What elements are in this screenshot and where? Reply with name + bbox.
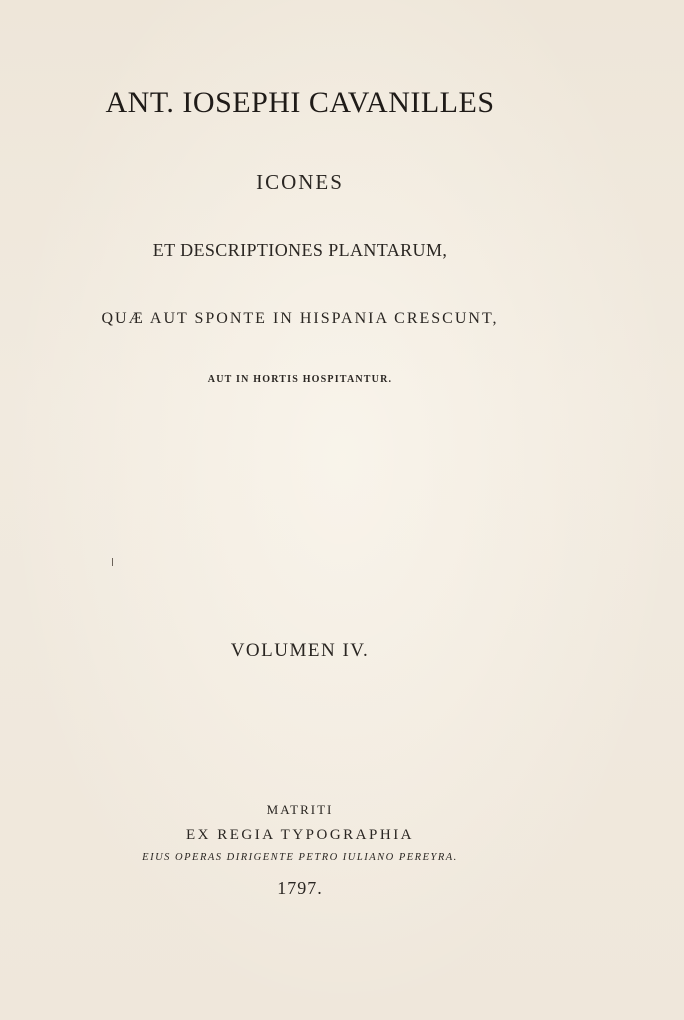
imprint-year: 1797.	[277, 878, 323, 898]
book-subtitle: ET DESCRIPTIONES PLANTARUM,	[152, 240, 448, 260]
imprint-press: EX REGIA TYPOGRAPHIA	[185, 827, 415, 843]
volume-number: VOLUMEN IV.	[230, 640, 370, 661]
paper-mark	[112, 558, 113, 566]
imprint-printer: EIUS OPERAS DIRIGENTE PETRO IULIANO PEREYRA.	[142, 852, 458, 863]
book-title: ICONES	[256, 170, 344, 194]
imprint-city: MATRITI	[266, 802, 334, 817]
book-subtitle-line2: QUÆ AUT SPONTE IN HISPANIA CRESCUNT,	[101, 310, 499, 327]
author-name: ANT. IOSEPHI CAVANILLES	[105, 86, 495, 119]
book-subtitle-line3: AUT IN HORTIS HOSPITANTUR.	[207, 374, 393, 385]
